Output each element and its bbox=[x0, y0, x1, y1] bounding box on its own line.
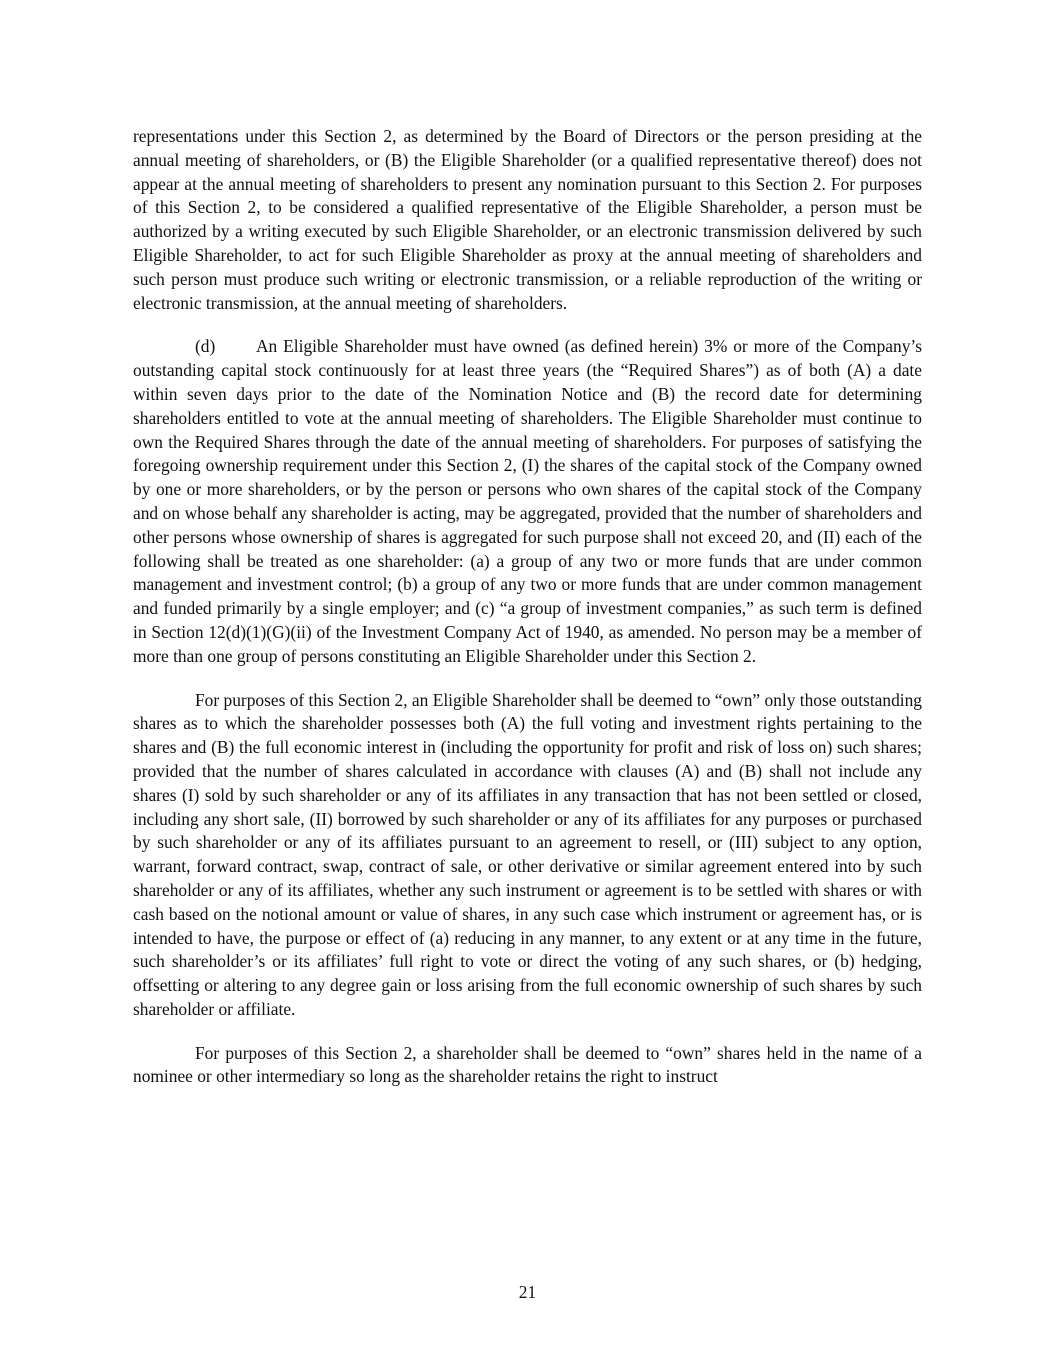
section-label-d: (d) bbox=[195, 336, 216, 357]
paragraph-section-d bbox=[133, 335, 922, 668]
paragraph-nominee-shares: For purposes of this Section 2, a shareholder shall be deemed to “own” shares held in the name of a nominee or other intermediary so long as the shareholder retains the right to instruct bbox=[133, 1042, 922, 1087]
paragraph-continuation: representations under this Section 2, as determined by the Board of Directors or the person presiding at the annual meeting of shareholders, or (B) the Eligible Shareholder (or a qualified representative thereof) does not appear at the annual meeting of shareholders to present any nomination pursuant to this Section 2. For purposes of this Section 2, to be considered a qualified representative of the Eligible Shareholder, a person must be authorized by a writing executed by such Eligible Shareholder, or an electronic transmission delivered by such Eligible Shareholder, to act for such Eligible Shareholder as proxy at the annual meeting of shareholders and such person must produce such writing or electronic transmission, or a reliable reproduction of the writing or electronic transmission, at the annual meeting of shareholders. bbox=[133, 126, 922, 313]
paragraph-own-definition: For purposes of this Section 2, an Eligible Shareholder shall be deemed to “own” only those outstanding shares as to which the shareholder possesses both (A) the full voting and investment rights pertaining to the shares and (B) the full economic interest in (including the opportunity for profit and risk of loss on) such shares; provided that the number of shares calculated in accordance with clauses (A) and (B) shall not include any shares (I) sold by such shareholder or any of its affiliates in any transaction that has not been settled or closed, including any short sale, (II) borrowed by such shareholder or any of its affiliates for any purposes or purchased by such shareholder or any of its affiliates pursuant to an agreement to resell, or (III) subject to any option, warrant, forward contract, swap, contract of sale, or other derivative or similar agreement entered into by such shareholder or any of its affiliates, whether any such instrument or agreement is to be settled with shares or with cash based on the notional amount or value of shares, in any such case which instrument or agreement has, or is intended to have, the purpose or effect of (a) reducing in any manner, to any extent or at any time in the future, such shareholder’s or its affiliates’ full right to vote or direct the voting of any such shares, or (b) hedging, offsetting or altering to any degree gain or loss arising from the full economic ownership of such shares by such shareholder or affiliate. bbox=[133, 689, 922, 1019]
section-d-text: An Eligible Shareholder must have owned (as defined herein) 3% or more of the Company’s outstanding capital stock continuously for at least three years (the “Required Shares”) as of both (A) a date within seven days prior to the date of the Nomination Notice and (B) the record date for determining shareholders entitled to vote at the annual meeting of shareholders. The Eligible Shareholder must continue to own the Required Shares through the date of the annual meeting of shareholders. For purposes of satisfying the foregoing ownership requirement under this Section 2, (I) the shares of the capital stock of the Company owned by one or more shareholders, or by the person or persons who own shares of the capital stock of the Company and on whose behalf any shareholder is acting, may be aggregated, provided that the number of shareholders and other persons whose ownership of shares is aggregated for such purpose shall not exceed 20, and (II) each of the following shall be treated as one shareholder: (a) a group of any two or more funds that are under common management and investment control; (b) a group of any two or more funds that are under common management and funded primarily by a single employer; and (c) “a group of investment companies,” as such term is defined in Section 12(d)(1)(G)(ii) of the Investment Company Act of 1940, as amended. No person may be a member of more than one group of persons constituting an Eligible Shareholder under this Section 2. bbox=[133, 336, 922, 666]
document-page bbox=[133, 125, 922, 1089]
page-number: 21 bbox=[518, 1282, 537, 1302]
